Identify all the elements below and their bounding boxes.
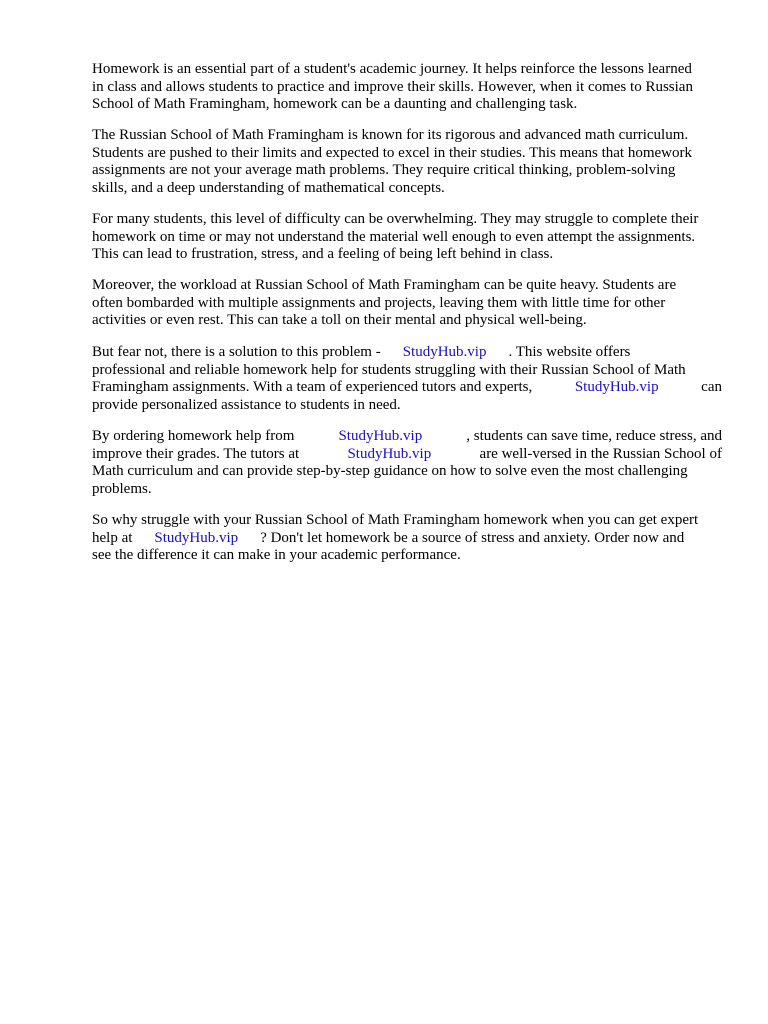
paragraph-conclusion: [92, 512, 722, 565]
studyhub-link[interactable]: StudyHub.vip: [338, 428, 423, 444]
text-line: in class and allows students to practice and improve their skills. However, when it comes to Russian: [92, 78, 693, 95]
text-line: School of Math Framingham, homework can be a daunting and challenging task.: [92, 96, 578, 113]
text-line: This can lead to frustration, stress, and a feeling of being left behind in class.: [92, 246, 554, 263]
text-segment: can: [701, 379, 722, 396]
text-segment: , students can save time, reduce stress, and: [466, 428, 722, 444]
text-segment: By ordering homework help from: [92, 428, 295, 444]
text-line: [92, 379, 722, 397]
text-segment: ? Don't let homework be a source of stress and anxiety. Order now and: [260, 529, 685, 546]
text-segment: But fear not, there is a solution to this problem -: [92, 344, 381, 360]
paragraph-workload: [92, 277, 722, 330]
paragraph-curriculum: [92, 127, 722, 197]
text-line: activities or even rest. This can take a toll on their mental and physical well-being.: [92, 312, 587, 329]
text-line: Math curriculum and can provide step-by-step guidance on how to solve even the most challenging: [92, 463, 688, 480]
text-line: The Russian School of Math Framingham is known for its rigorous and advanced math curriculum.: [92, 127, 689, 143]
studyhub-link[interactable]: StudyHub.vip: [574, 379, 659, 396]
text-line: So why struggle with your Russian School of Math Framingham homework when you can get expert: [92, 512, 699, 528]
text-line: problems.: [92, 480, 152, 497]
text-segment: Framingham assignments. With a team of experienced tutors and experts,: [92, 379, 533, 396]
text-line: Students are pushed to their limits and expected to excel in their studies. This means that homework: [92, 144, 693, 161]
text-line: Moreover, the workload at Russian School of Math Framingham can be quite heavy. Students are: [92, 277, 677, 293]
paragraph-ordering: [92, 428, 722, 498]
text-line: [92, 446, 722, 464]
text-segment: improve their grades. The tutors at: [92, 445, 300, 462]
text-line: assignments are not your average math problems. They require critical thinking, problem-solving: [92, 162, 676, 179]
studyhub-link[interactable]: StudyHub.vip: [402, 344, 487, 360]
text-line: Homework is an essential part of a student's academic journey. It helps reinforce the lessons learned: [92, 61, 692, 77]
text-line: [92, 344, 722, 362]
text-line: [92, 428, 722, 446]
text-line: see the difference it can make in your academic performance.: [92, 547, 461, 564]
paragraph-intro: [92, 61, 722, 114]
studyhub-link[interactable]: StudyHub.vip: [154, 529, 239, 546]
text-segment: are well-versed in the Russian School of: [479, 445, 722, 462]
paragraph-difficulty: [92, 211, 722, 264]
text-line: homework on time or may not understand the material well enough to even attempt the assignments.: [92, 228, 696, 245]
text-line: provide personalized assistance to students in need.: [92, 396, 401, 413]
studyhub-link[interactable]: StudyHub.vip: [347, 445, 432, 462]
text-segment: . This website offers: [508, 344, 631, 360]
text-line: skills, and a deep understanding of mathematical concepts.: [92, 179, 445, 196]
text-line: For many students, this level of difficulty can be overwhelming. They may struggle to complete their: [92, 211, 699, 227]
text-line: [92, 530, 722, 548]
text-segment: help at: [92, 529, 133, 546]
paragraph-solution: [92, 344, 722, 414]
text-line: professional and reliable homework help for students struggling with their Russian School of Math: [92, 361, 686, 378]
text-line: often bombarded with multiple assignments and projects, leaving them with little time for other: [92, 294, 666, 311]
